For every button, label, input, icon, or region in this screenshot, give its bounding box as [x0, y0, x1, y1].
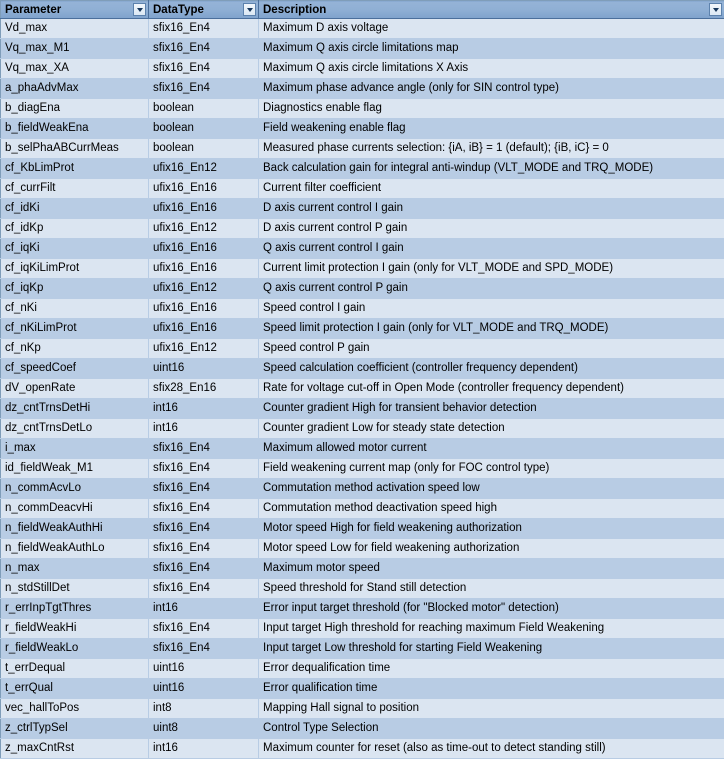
- cell-parameter: cf_iqKp: [1, 279, 149, 299]
- cell-datatype: sfix16_En4: [149, 439, 259, 459]
- cell-datatype: ufix16_En16: [149, 239, 259, 259]
- cell-description: Speed control I gain: [259, 299, 724, 319]
- table-row[interactable]: [1, 139, 724, 159]
- cell-description: Maximum motor speed: [259, 559, 724, 579]
- cell-parameter: cf_iqKi: [1, 239, 149, 259]
- cell-description: Q axis current control P gain: [259, 279, 724, 299]
- chevron-down-icon[interactable]: [243, 3, 256, 16]
- table-row[interactable]: [1, 199, 724, 219]
- cell-datatype: ufix16_En16: [149, 199, 259, 219]
- cell-parameter: b_selPhaABCurrMeas: [1, 139, 149, 159]
- table-body: [1, 19, 724, 759]
- cell-description: Maximum D axis voltage: [259, 19, 724, 39]
- cell-description: Maximum phase advance angle (only for SIN control type): [259, 79, 724, 99]
- table-row[interactable]: [1, 339, 724, 359]
- cell-description: D axis current control P gain: [259, 219, 724, 239]
- cell-datatype: uint16: [149, 659, 259, 679]
- table-row[interactable]: [1, 99, 724, 119]
- cell-parameter: cf_idKp: [1, 219, 149, 239]
- cell-parameter: cf_idKi: [1, 199, 149, 219]
- cell-datatype: sfix16_En4: [149, 59, 259, 79]
- cell-parameter: r_errInpTgtThres: [1, 599, 149, 619]
- cell-description: Control Type Selection: [259, 719, 724, 739]
- cell-description: Current limit protection I gain (only for VLT_MODE and SPD_MODE): [259, 259, 724, 279]
- table-row[interactable]: [1, 419, 724, 439]
- table-row[interactable]: [1, 319, 724, 339]
- cell-description: Counter gradient High for transient behavior detection: [259, 399, 724, 419]
- cell-datatype: sfix16_En4: [149, 499, 259, 519]
- chevron-down-icon[interactable]: [709, 3, 722, 16]
- cell-parameter: id_fieldWeak_M1: [1, 459, 149, 479]
- cell-parameter: n_commAcvLo: [1, 479, 149, 499]
- cell-parameter: dz_cntTrnsDetLo: [1, 419, 149, 439]
- cell-datatype: ufix16_En12: [149, 279, 259, 299]
- column-header-parameter[interactable]: [1, 1, 149, 19]
- cell-description: Commutation method deactivation speed high: [259, 499, 724, 519]
- table-row[interactable]: [1, 659, 724, 679]
- cell-parameter: n_max: [1, 559, 149, 579]
- cell-datatype: uint8: [149, 719, 259, 739]
- table-row[interactable]: [1, 439, 724, 459]
- table-row[interactable]: [1, 639, 724, 659]
- cell-description: Maximum counter for reset (also as time-out to detect standing still): [259, 739, 724, 759]
- table-row[interactable]: [1, 379, 724, 399]
- cell-datatype: ufix16_En16: [149, 299, 259, 319]
- column-header-datatype[interactable]: [149, 1, 259, 19]
- cell-datatype: sfix16_En4: [149, 539, 259, 559]
- table-row[interactable]: [1, 459, 724, 479]
- cell-parameter: Vd_max: [1, 19, 149, 39]
- cell-parameter: cf_KbLimProt: [1, 159, 149, 179]
- table-header: [1, 1, 724, 19]
- cell-parameter: dz_cntTrnsDetHi: [1, 399, 149, 419]
- cell-description: Counter gradient Low for steady state detection: [259, 419, 724, 439]
- table-row[interactable]: [1, 599, 724, 619]
- cell-datatype: ufix16_En16: [149, 179, 259, 199]
- cell-datatype: int16: [149, 739, 259, 759]
- cell-datatype: int8: [149, 699, 259, 719]
- cell-datatype: sfix28_En16: [149, 379, 259, 399]
- cell-datatype: sfix16_En4: [149, 519, 259, 539]
- cell-parameter: cf_currFilt: [1, 179, 149, 199]
- cell-datatype: ufix16_En12: [149, 219, 259, 239]
- table-row[interactable]: [1, 699, 724, 719]
- table-row[interactable]: [1, 679, 724, 699]
- cell-description: Speed calculation coefficient (controller frequency dependent): [259, 359, 724, 379]
- cell-parameter: n_commDeacvHi: [1, 499, 149, 519]
- cell-description: Mapping Hall signal to position: [259, 699, 724, 719]
- cell-datatype: sfix16_En4: [149, 19, 259, 39]
- cell-parameter: cf_nKiLimProt: [1, 319, 149, 339]
- table-row[interactable]: [1, 479, 724, 499]
- cell-parameter: b_diagEna: [1, 99, 149, 119]
- column-header-parameter-label: Parameter: [5, 3, 62, 16]
- cell-description: Q axis current control I gain: [259, 239, 724, 259]
- cell-datatype: sfix16_En4: [149, 639, 259, 659]
- cell-parameter: a_phaAdvMax: [1, 79, 149, 99]
- cell-parameter: z_maxCntRst: [1, 739, 149, 759]
- table-row[interactable]: [1, 119, 724, 139]
- cell-datatype: int16: [149, 419, 259, 439]
- table-row[interactable]: [1, 499, 724, 519]
- cell-description: Speed control P gain: [259, 339, 724, 359]
- table-row[interactable]: [1, 579, 724, 599]
- column-header-description-label: Description: [263, 3, 327, 16]
- cell-description: Error dequalification time: [259, 659, 724, 679]
- cell-parameter: t_errQual: [1, 679, 149, 699]
- cell-datatype: ufix16_En12: [149, 159, 259, 179]
- cell-description: Input target High threshold for reaching maximum Field Weakening: [259, 619, 724, 639]
- table-row[interactable]: [1, 219, 724, 239]
- chevron-down-icon[interactable]: [133, 3, 146, 16]
- cell-description: Maximum allowed motor current: [259, 439, 724, 459]
- table-row[interactable]: [1, 359, 724, 379]
- cell-datatype: sfix16_En4: [149, 39, 259, 59]
- cell-datatype: sfix16_En4: [149, 79, 259, 99]
- cell-description: Input target Low threshold for starting Field Weakening: [259, 639, 724, 659]
- cell-description: Motor speed High for field weakening authorization: [259, 519, 724, 539]
- cell-datatype: boolean: [149, 119, 259, 139]
- cell-description: Maximum Q axis circle limitations X Axis: [259, 59, 724, 79]
- table-row[interactable]: [1, 239, 724, 259]
- table-row[interactable]: [1, 59, 724, 79]
- table-row[interactable]: [1, 399, 724, 419]
- cell-parameter: dV_openRate: [1, 379, 149, 399]
- cell-parameter: z_ctrlTypSel: [1, 719, 149, 739]
- cell-datatype: sfix16_En4: [149, 619, 259, 639]
- cell-description: Motor speed Low for field weakening authorization: [259, 539, 724, 559]
- cell-parameter: r_fieldWeakLo: [1, 639, 149, 659]
- cell-parameter: Vq_max_M1: [1, 39, 149, 59]
- cell-datatype: ufix16_En16: [149, 319, 259, 339]
- cell-datatype: sfix16_En4: [149, 459, 259, 479]
- cell-parameter: cf_nKp: [1, 339, 149, 359]
- cell-parameter: n_fieldWeakAuthHi: [1, 519, 149, 539]
- cell-datatype: sfix16_En4: [149, 579, 259, 599]
- cell-datatype: sfix16_En4: [149, 559, 259, 579]
- table-row[interactable]: [1, 259, 724, 279]
- cell-description: Field weakening current map (only for FOC control type): [259, 459, 724, 479]
- table-row[interactable]: [1, 719, 724, 739]
- cell-description: Field weakening enable flag: [259, 119, 724, 139]
- table-row[interactable]: [1, 79, 724, 99]
- table-row[interactable]: [1, 739, 724, 759]
- cell-datatype: int16: [149, 599, 259, 619]
- cell-description: Back calculation gain for integral anti-windup (VLT_MODE and TRQ_MODE): [259, 159, 724, 179]
- cell-description: Current filter coefficient: [259, 179, 724, 199]
- cell-description: Rate for voltage cut-off in Open Mode (controller frequency dependent): [259, 379, 724, 399]
- cell-datatype: int16: [149, 399, 259, 419]
- cell-parameter: n_fieldWeakAuthLo: [1, 539, 149, 559]
- table-row[interactable]: [1, 39, 724, 59]
- table-row[interactable]: [1, 539, 724, 559]
- cell-datatype: boolean: [149, 99, 259, 119]
- cell-description: Error qualification time: [259, 679, 724, 699]
- column-header-datatype-label: DataType: [153, 3, 204, 16]
- cell-parameter: cf_nKi: [1, 299, 149, 319]
- table-row[interactable]: [1, 299, 724, 319]
- table-row[interactable]: [1, 279, 724, 299]
- cell-parameter: i_max: [1, 439, 149, 459]
- column-header-description[interactable]: [259, 1, 724, 19]
- cell-description: Diagnostics enable flag: [259, 99, 724, 119]
- cell-description: Speed threshold for Stand still detection: [259, 579, 724, 599]
- cell-datatype: uint16: [149, 359, 259, 379]
- cell-parameter: vec_hallToPos: [1, 699, 149, 719]
- cell-description: Error input target threshold (for "Blocked motor" detection): [259, 599, 724, 619]
- table-row[interactable]: [1, 19, 724, 39]
- cell-datatype: ufix16_En16: [149, 259, 259, 279]
- cell-parameter: Vq_max_XA: [1, 59, 149, 79]
- table-row[interactable]: [1, 159, 724, 179]
- cell-parameter: b_fieldWeakEna: [1, 119, 149, 139]
- cell-parameter: cf_speedCoef: [1, 359, 149, 379]
- table-row[interactable]: [1, 179, 724, 199]
- cell-description: Commutation method activation speed low: [259, 479, 724, 499]
- cell-parameter: t_errDequal: [1, 659, 149, 679]
- table-row[interactable]: [1, 519, 724, 539]
- cell-description: Speed limit protection I gain (only for VLT_MODE and TRQ_MODE): [259, 319, 724, 339]
- cell-parameter: n_stdStillDet: [1, 579, 149, 599]
- cell-description: Measured phase currents selection: {iA, iB} = 1 (default); {iB, iC} = 0: [259, 139, 724, 159]
- cell-description: Maximum Q axis circle limitations map: [259, 39, 724, 59]
- table-row[interactable]: [1, 619, 724, 639]
- cell-datatype: boolean: [149, 139, 259, 159]
- cell-datatype: sfix16_En4: [149, 479, 259, 499]
- table-row[interactable]: [1, 559, 724, 579]
- header-row: [1, 1, 724, 19]
- cell-parameter: r_fieldWeakHi: [1, 619, 149, 639]
- cell-parameter: cf_iqKiLimProt: [1, 259, 149, 279]
- cell-datatype: ufix16_En12: [149, 339, 259, 359]
- cell-description: D axis current control I gain: [259, 199, 724, 219]
- cell-datatype: uint16: [149, 679, 259, 699]
